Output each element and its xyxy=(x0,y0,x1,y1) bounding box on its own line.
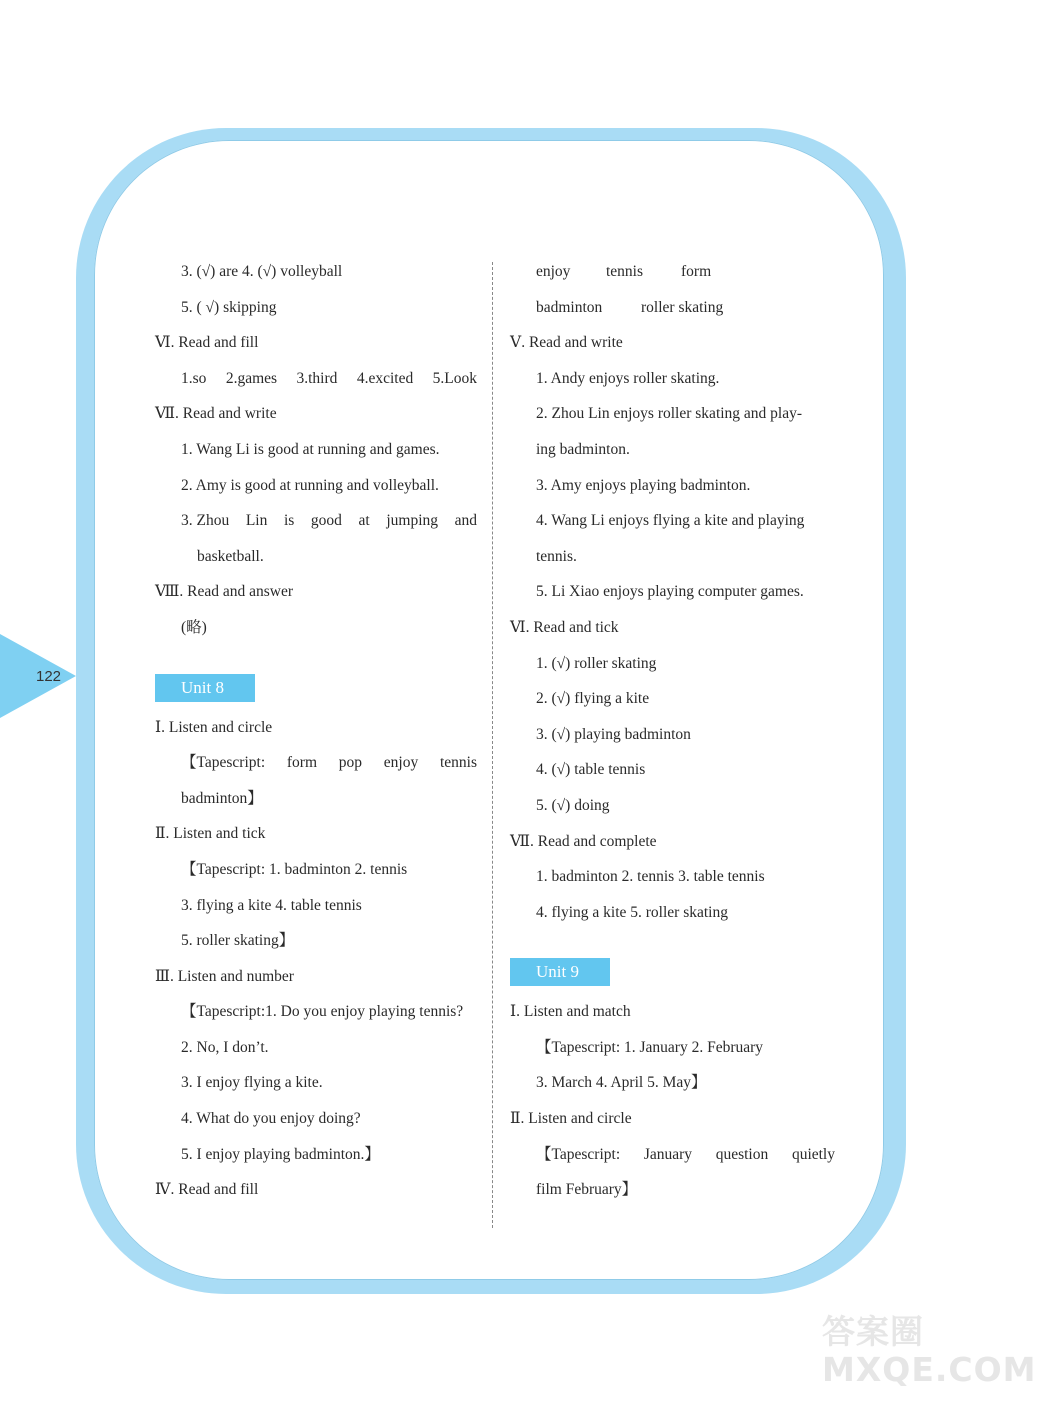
answer-item: 3.third xyxy=(296,369,338,387)
word: roller skating xyxy=(641,298,724,316)
answer-line: badminton】 xyxy=(181,789,263,807)
word: badminton xyxy=(536,298,603,316)
answer-line: 4. What do you enjoy doing? xyxy=(181,1110,361,1128)
section-title: Ⅶ. Read and complete xyxy=(510,832,657,850)
page-number: 122 xyxy=(36,668,62,685)
answer-line: 5. (√) doing xyxy=(536,796,610,814)
answer-line: ing badminton. xyxy=(536,440,630,458)
answer-line: 【Tapescript: 1. badminton 2. tennis xyxy=(181,860,408,878)
section-title: Ⅴ. Read and write xyxy=(510,334,623,352)
answer-line: 4. (√) table tennis xyxy=(536,761,646,779)
word: jumping xyxy=(386,512,438,530)
right-column xyxy=(510,254,835,1208)
answer-line: 4. flying a kite 5. roller skating xyxy=(536,903,728,921)
answer-line: 2. (√) flying a kite xyxy=(536,690,650,708)
column-divider xyxy=(492,262,493,1228)
section-title: Ⅰ. Listen and match xyxy=(510,1003,631,1021)
word: pop xyxy=(338,754,363,772)
section-title: Ⅶ. Read and write xyxy=(155,405,277,423)
word: 【Tapescript: xyxy=(181,754,266,772)
section-title: Ⅲ. Listen and number xyxy=(155,967,294,985)
word: is xyxy=(283,512,295,530)
answer-line: 3. (√) playing badminton xyxy=(536,725,691,743)
word: at xyxy=(358,512,370,530)
answer-line: basketball. xyxy=(197,547,264,565)
section-title: Ⅵ. Read and tick xyxy=(510,618,619,636)
answer-line: tennis. xyxy=(536,547,577,565)
word: enjoy xyxy=(383,754,419,772)
answer-row xyxy=(155,503,477,539)
answer-line: 5. ( √) skipping xyxy=(181,298,277,316)
answer-line: 2. Amy is good at running and volleyball. xyxy=(181,476,439,494)
word: form xyxy=(286,754,318,772)
word-bank-row xyxy=(510,290,835,326)
word-bank-row xyxy=(510,254,835,290)
answer-line: 3. Amy enjoys playing badminton. xyxy=(536,476,751,494)
answer-row xyxy=(155,361,477,397)
left-column xyxy=(155,254,477,1208)
answer-row xyxy=(155,745,477,781)
section-title: Ⅵ. Read and fill xyxy=(155,334,259,352)
word: good xyxy=(310,512,342,530)
answer-line: 1. Wang Li is good at running and games. xyxy=(181,440,440,458)
answer-line: 3. (√) are 4. (√) volleyball xyxy=(181,263,343,280)
word: tennis xyxy=(439,754,477,772)
word: and xyxy=(454,512,477,530)
watermark xyxy=(822,1313,1037,1389)
answer-line: 5. roller skating】 xyxy=(181,932,295,950)
word: 【Tapescript: xyxy=(536,1145,621,1163)
answer-line: (略) xyxy=(181,618,207,636)
word: Lin xyxy=(245,512,268,530)
answer-line: 2. No, I don’t. xyxy=(181,1038,269,1056)
answer-line: 5. Li Xiao enjoys playing computer games. xyxy=(536,583,804,601)
word: question xyxy=(715,1145,769,1163)
answer-line: 3. flying a kite 4. table tennis xyxy=(181,896,362,914)
answer-line: 1. badminton 2. tennis 3. table tennis xyxy=(536,868,765,886)
answer-item: 1.so xyxy=(181,369,207,387)
answer-line: 5. I enjoy playing badminton.】 xyxy=(181,1145,380,1163)
answer-line: 3. March 4. April 5. May】 xyxy=(536,1074,707,1092)
section-title: Ⅰ. Listen and circle xyxy=(155,718,273,736)
answer-line: 1. (√) roller skating xyxy=(536,654,657,672)
watermark-line: MXQE.COM xyxy=(822,1350,1037,1389)
unit-9-badge: Unit 9 xyxy=(510,958,610,986)
section-title: Ⅱ. Listen and circle xyxy=(510,1110,632,1128)
answer-item: 5.Look xyxy=(432,369,477,387)
word: enjoy xyxy=(536,263,571,280)
answer-line: 4. Wang Li enjoys flying a kite and playing xyxy=(536,512,805,530)
answer-line: 【Tapescript: 1. January 2. February xyxy=(536,1038,764,1056)
answer-line: film February】 xyxy=(536,1181,638,1199)
answer-line: 3. I enjoy flying a kite. xyxy=(181,1074,323,1092)
answer-line: 1. Andy enjoys roller skating. xyxy=(536,369,720,387)
word: quietly xyxy=(791,1145,835,1163)
word: form xyxy=(681,263,712,280)
section-title: Ⅳ. Read and fill xyxy=(155,1181,259,1199)
word: January xyxy=(643,1145,693,1163)
section-title: Ⅷ. Read and answer xyxy=(155,583,294,601)
answer-line: 【Tapescript:1. Do you enjoy playing tennis? xyxy=(181,1003,464,1021)
word: tennis xyxy=(606,263,644,280)
answer-item: 4.excited xyxy=(356,369,414,387)
word: 3. Zhou xyxy=(181,512,230,530)
unit-8-badge: Unit 8 xyxy=(155,674,255,702)
answer-line: 2. Zhou Lin enjoys roller skating and play- xyxy=(536,405,803,423)
section-title: Ⅱ. Listen and tick xyxy=(155,825,266,843)
answer-row xyxy=(510,1137,835,1173)
watermark-line: 答案圈 xyxy=(822,1312,924,1351)
answer-item: 2.games xyxy=(225,369,278,387)
